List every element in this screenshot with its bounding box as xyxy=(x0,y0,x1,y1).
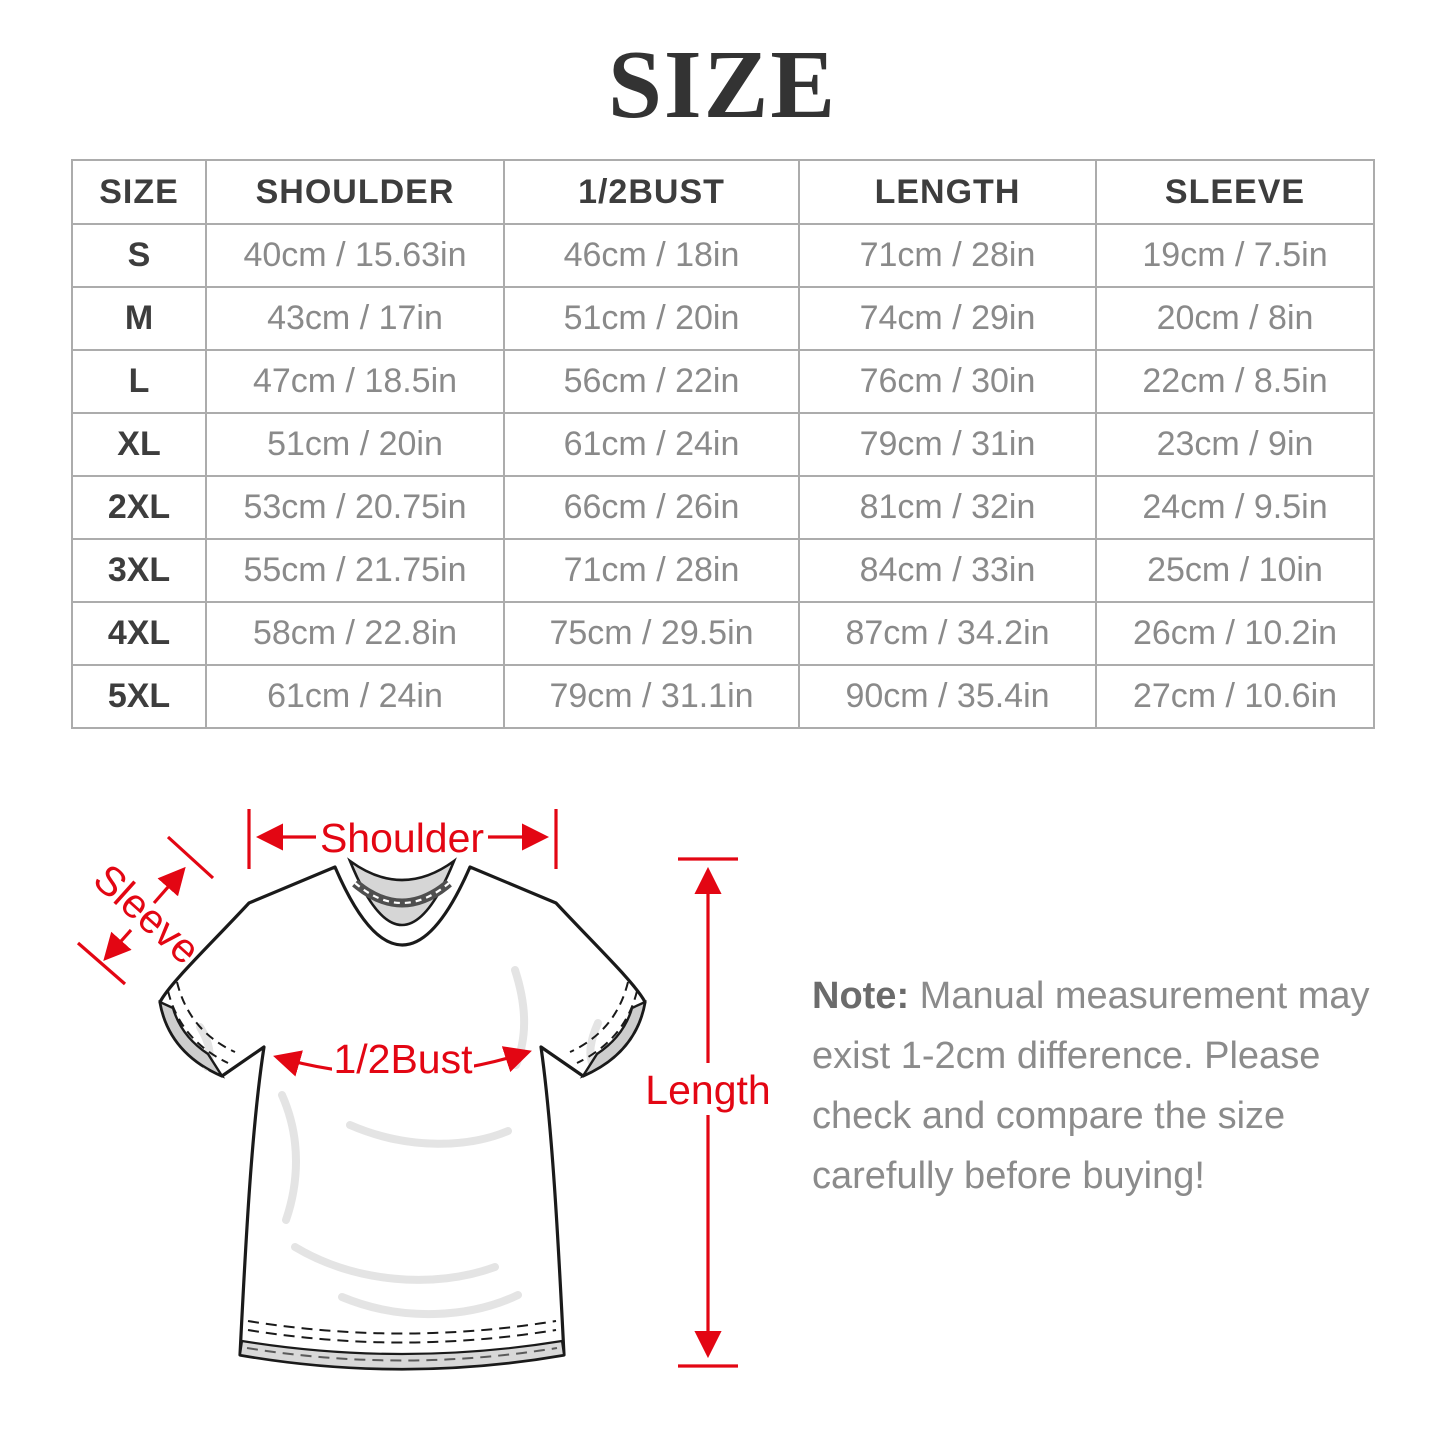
length-cell: 79cm / 31in xyxy=(799,413,1096,476)
bust-cell: 75cm / 29.5in xyxy=(504,602,799,665)
table-header-row xyxy=(72,160,1374,224)
sleeve-cell: 22cm / 8.5in xyxy=(1096,350,1374,413)
size-cell: 3XL xyxy=(72,539,206,602)
size-cell: 5XL xyxy=(72,665,206,728)
length-cell: 71cm / 28in xyxy=(799,224,1096,287)
size-table xyxy=(71,159,1375,729)
table-row xyxy=(72,665,1374,728)
table-row xyxy=(72,476,1374,539)
sleeve-label: Sleeve xyxy=(85,854,209,974)
page-title: SIZE xyxy=(607,31,838,138)
sleeve-cell: 19cm / 7.5in xyxy=(1096,224,1374,287)
length-cell: 90cm / 35.4in xyxy=(799,665,1096,728)
sleeve-cell: 25cm / 10in xyxy=(1096,539,1374,602)
shoulder-cell: 61cm / 24in xyxy=(206,665,504,728)
shoulder-cell: 55cm / 21.75in xyxy=(206,539,504,602)
col-header-bust: 1/2BUST xyxy=(504,160,799,224)
tshirt-measurement-diagram xyxy=(50,795,820,1445)
bust-cell: 79cm / 31.1in xyxy=(504,665,799,728)
shoulder-cell: 40cm / 15.63in xyxy=(206,224,504,287)
col-header-length: LENGTH xyxy=(799,160,1096,224)
size-cell: L xyxy=(72,350,206,413)
bust-cell: 66cm / 26in xyxy=(504,476,799,539)
shoulder-cell: 43cm / 17in xyxy=(206,287,504,350)
bust-cell: 51cm / 20in xyxy=(504,287,799,350)
sleeve-cell: 26cm / 10.2in xyxy=(1096,602,1374,665)
length-cell: 87cm / 34.2in xyxy=(799,602,1096,665)
table-row xyxy=(72,350,1374,413)
length-cell: 84cm / 33in xyxy=(799,539,1096,602)
note-line: check and compare the size xyxy=(812,1095,1286,1137)
size-cell: M xyxy=(72,287,206,350)
shoulder-cell: 53cm / 20.75in xyxy=(206,476,504,539)
length-label: Length xyxy=(645,1067,771,1113)
shoulder-cell: 58cm / 22.8in xyxy=(206,602,504,665)
size-cell: 2XL xyxy=(72,476,206,539)
size-cell: 4XL xyxy=(72,602,206,665)
shoulder-cell: 47cm / 18.5in xyxy=(206,350,504,413)
sleeve-cell: 27cm / 10.6in xyxy=(1096,665,1374,728)
note-text xyxy=(812,966,1372,1206)
length-cell: 81cm / 32in xyxy=(799,476,1096,539)
col-header-shoulder: SHOULDER xyxy=(206,160,504,224)
bust-cell: 71cm / 28in xyxy=(504,539,799,602)
table-row xyxy=(72,602,1374,665)
col-header-sleeve: SLEEVE xyxy=(1096,160,1374,224)
sleeve-cell: 23cm / 9in xyxy=(1096,413,1374,476)
size-cell: S xyxy=(72,224,206,287)
bust-cell: 56cm / 22in xyxy=(504,350,799,413)
col-header-size: SIZE xyxy=(72,160,206,224)
sleeve-cell: 20cm / 8in xyxy=(1096,287,1374,350)
table-row xyxy=(72,539,1374,602)
table-row xyxy=(72,224,1374,287)
bust-cell: 61cm / 24in xyxy=(504,413,799,476)
bust-cell: 46cm / 18in xyxy=(504,224,799,287)
note-line: carefully before buying! xyxy=(812,1155,1205,1197)
shoulder-cell: 51cm / 20in xyxy=(206,413,504,476)
note-line: exist 1-2cm difference. Please xyxy=(812,1035,1321,1077)
length-cell: 76cm / 30in xyxy=(799,350,1096,413)
size-cell: XL xyxy=(72,413,206,476)
note-label: Note: xyxy=(812,975,910,1017)
bust-label: 1/2Bust xyxy=(333,1036,473,1082)
collar xyxy=(350,861,454,925)
note-line: Note: Manual measurement may xyxy=(812,975,1370,1017)
tshirt-drawing xyxy=(160,861,645,1369)
table-row xyxy=(72,287,1374,350)
sleeve-cell: 24cm / 9.5in xyxy=(1096,476,1374,539)
length-cell: 74cm / 29in xyxy=(799,287,1096,350)
table-row xyxy=(72,413,1374,476)
shoulder-label: Shoulder xyxy=(319,815,485,861)
